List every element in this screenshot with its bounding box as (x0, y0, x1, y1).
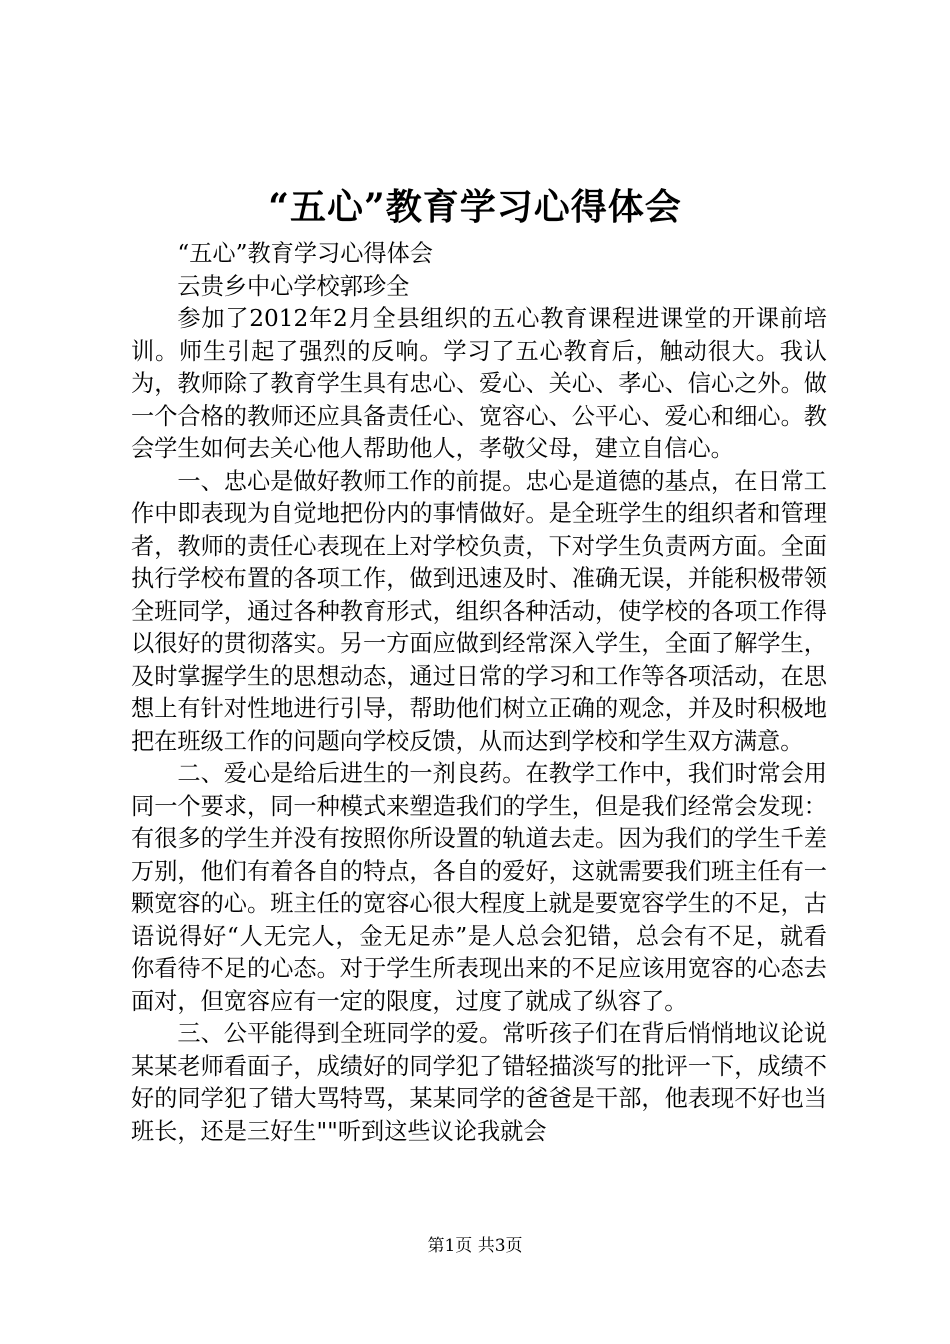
subtitle-line: “五心”教育学习心得体会 (177, 240, 433, 267)
author-line: 云贵乡中心学校郭珍全 (177, 272, 410, 300)
paragraph-loyalty: 一、忠心是做好教师工作的前提。忠心是道德的基点，在日常工作中即表现为自觉地把份内的事情做好。是全班学生的组织者和管理者，教师的责任心表现在上对学校负责，下对学生负责两方面。全面执行学校布置的各项工作，做到迅速及时、准确无误，并能积极带领全班同学，通过各种教育形式，组织各种活动，使学校的各项工作得以很好的贯彻落实。另一方面应做到经常深入学生，全面了解学生，及时掌握学生的思想动态，通过日常的学习和工作等各项活动，在思想上有针对性地进行引导，帮助他们树立正确的观念，并及时积极地把在班级工作的问题向学校反馈，从而达到学校和学生双方满意。 (131, 467, 827, 755)
paragraph-fairness: 三、公平能得到全班同学的爱。常听孩子们在背后悄悄地议论说某某老师看面子，成绩好的同学犯了错轻描淡写的批评一下，成绩不好的同学犯了错大骂特骂，某某同学的爸爸是干部，他表现不好也当班长，还是三好生""听到这些议论我就会 (131, 1020, 827, 1145)
document-body (131, 238, 827, 1148)
paragraph-love: 二、爱心是给后进生的一剂良药。在教学工作中，我们时常会用同一个要求，同一种模式来塑造我们的学生，但是我们经常会发现：有很多的学生并没有按照你所设置的轨道去走。因为我们的学生千差万别，他们有着各自的特点，各自的爱好，这就需要我们班主任有一颗宽容的心。班主任的宽容心很大程度上就是要宽容学生的不足，古语说得好“人无完人，金无足赤”是人总会犯错，总会有不足，就看你看待不足的心态。对于学生所表现出来的不足应该用宽容的心态去面对，但宽容应有一定的限度，过度了就成了纵容了。 (131, 760, 827, 1015)
document-title: “五心”教育学习心得体会 (268, 186, 682, 228)
paragraph-intro: 参加了2012年2月全县组织的五心教育课程进课堂的开课前培训。师生引起了强烈的反响。学习了五心教育后，触动很大。我认为，教师除了教育学生具有忠心、爱心、关心、孝心、信心之外。做一个合格的教师还应具备责任心、宽容心、公平心、爱心和细心。教会学生如何去关心他人帮助他人，孝敬父母，建立自信心。 (131, 305, 827, 462)
page-number-footer: 第1页 共3页 (427, 1236, 523, 1256)
